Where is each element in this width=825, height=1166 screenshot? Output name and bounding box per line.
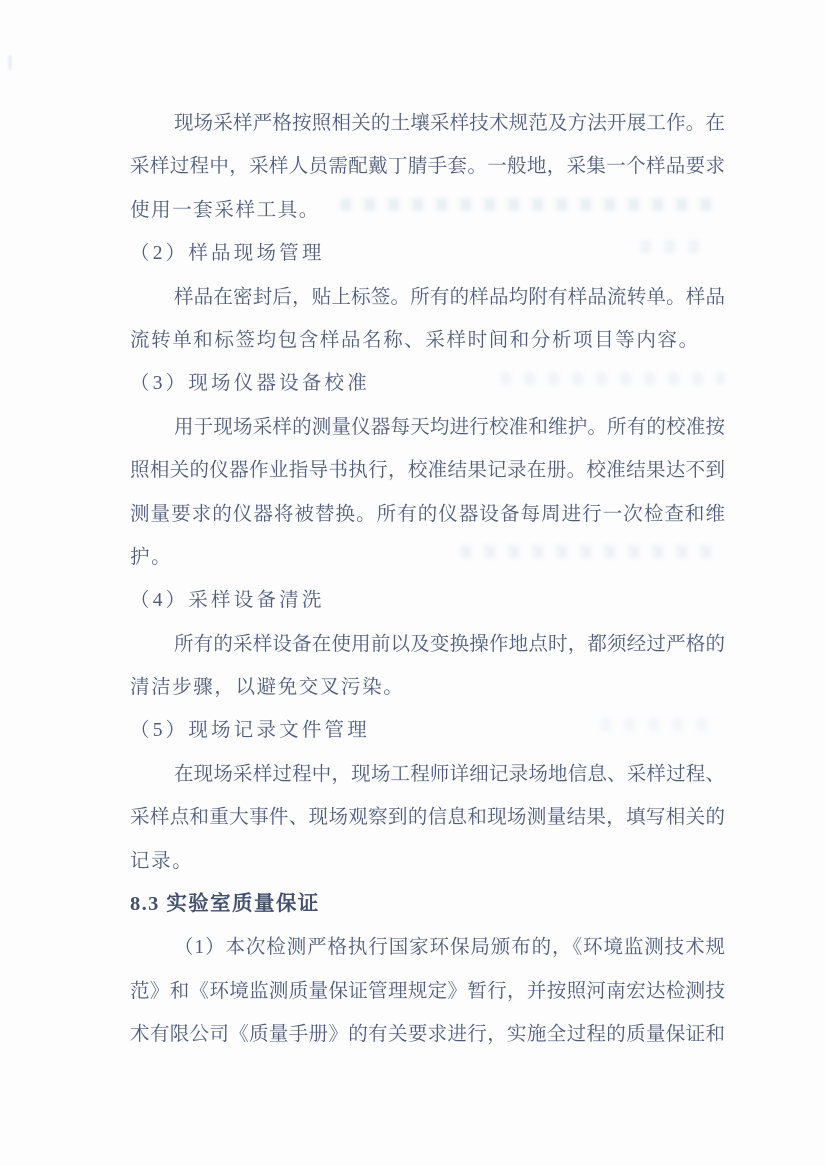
text-line: 记录。 <box>130 850 194 872</box>
text-line: 所有的采样设备在使用前以及变换操作地点时，都须经过严格的 <box>174 633 725 655</box>
subsection-heading-4: （4）采样设备清洗 <box>130 590 325 612</box>
text-line: 护。 <box>130 546 173 568</box>
scan-edge-mark <box>9 55 11 70</box>
subsection-heading-2: （2）样品现场管理 <box>130 243 325 265</box>
text-line: 术有限公司《质量手册》的有关要求进行，实施全过程的质量保证和 <box>130 1024 725 1046</box>
text-line: （1）本次检测严格执行国家环保局颁布的，《环境监测技术规 <box>174 937 725 959</box>
text-line: 测量要求的仪器将被替换。所有的仪器设备每周进行一次检查和维 <box>130 503 725 525</box>
text-line: 用于现场采样的测量仪器每天均进行校准和维护。所有的校准按 <box>174 416 725 438</box>
text-line: 使用一套采样工具。 <box>130 199 320 221</box>
text-line: 在现场采样过程中，现场工程师详细记录场地信息、采样过程、 <box>174 763 725 785</box>
subsection-heading-3: （3）现场仪器设备校准 <box>130 373 370 395</box>
section-heading-8-3: 8.3 实验室质量保证 <box>130 893 320 916</box>
text-column <box>130 102 725 1057</box>
text-line: 采样点和重大事件、现场观察到的信息和现场测量结果，填写相关的 <box>130 807 725 829</box>
text-line: 采样过程中，采样人员需配戴丁腈手套。一般地，采集一个样品要求 <box>130 156 725 178</box>
text-line: 照相关的仪器作业指导书执行，校准结果记录在册。校准结果达不到 <box>130 460 725 482</box>
text-line: 清洁步骤，以避免交叉污染。 <box>130 677 405 699</box>
text-line: 范》和《环境监测质量保证管理规定》暂行，并按照河南宏达检测技 <box>130 980 725 1002</box>
subsection-heading-5: （5）现场记录文件管理 <box>130 720 370 742</box>
text-line: 现场采样严格按照相关的土壤采样技术规范及方法开展工作。在 <box>174 113 725 134</box>
text-line: 样品在密封后，贴上标签。所有的样品均附有样品流转单。样品 <box>174 286 725 308</box>
text-line: 流转单和标签均包含样品名称、采样时间和分析项目等内容。 <box>130 329 700 351</box>
